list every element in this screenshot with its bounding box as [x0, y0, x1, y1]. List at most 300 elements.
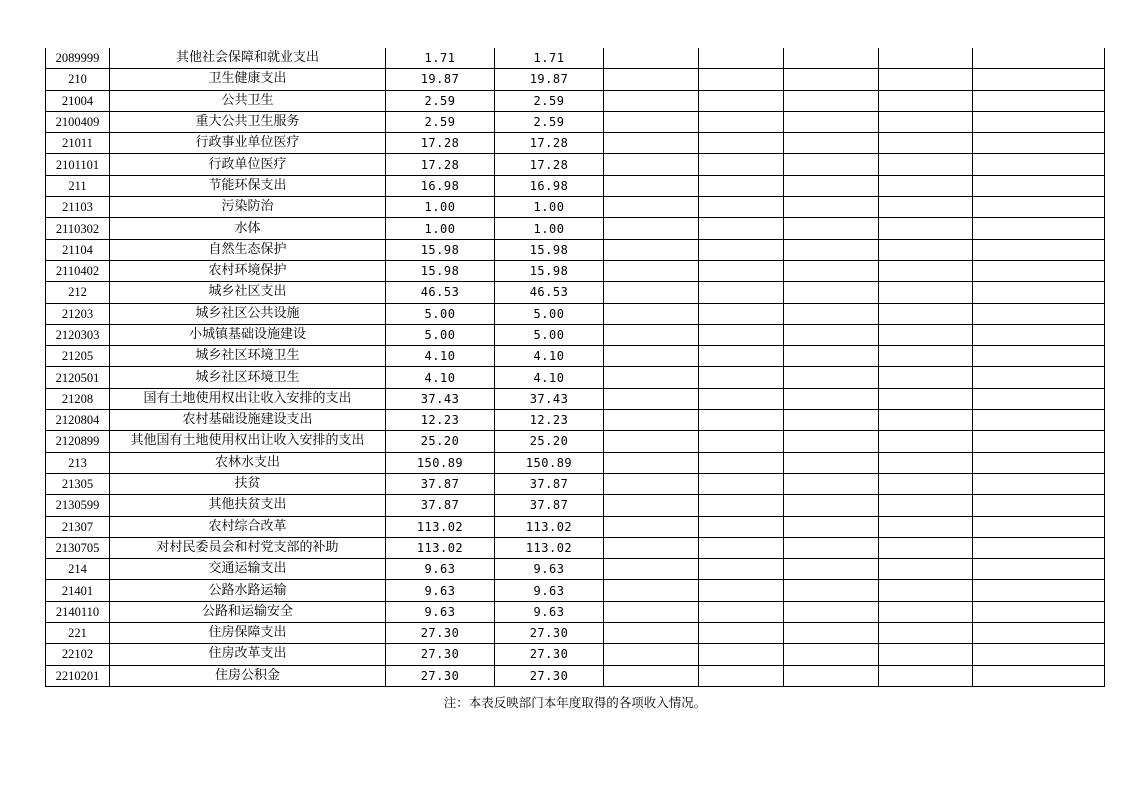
table-row	[46, 239, 1105, 260]
empty-cell	[973, 197, 1105, 218]
table-row	[46, 133, 1105, 154]
empty-cell	[604, 388, 699, 409]
table-row	[46, 154, 1105, 175]
general-budget-cell: 37.87	[495, 473, 604, 494]
empty-cell	[879, 48, 973, 69]
subject-name-cell: 节能环保支出	[110, 175, 386, 196]
empty-cell	[699, 580, 784, 601]
empty-cell	[699, 239, 784, 260]
empty-cell	[699, 623, 784, 644]
budget-table-sheet	[45, 48, 1104, 687]
empty-cell	[699, 559, 784, 580]
empty-cell	[604, 601, 699, 622]
empty-cell	[699, 154, 784, 175]
subject-code-cell: 2120501	[46, 367, 110, 388]
empty-cell	[699, 495, 784, 516]
empty-cell	[604, 90, 699, 111]
total-amount-cell: 1.00	[386, 197, 495, 218]
subject-name-cell: 国有土地使用权出让收入安排的支出	[110, 388, 386, 409]
subject-name-cell: 城乡社区支出	[110, 282, 386, 303]
empty-cell	[699, 537, 784, 558]
subject-code-cell: 214	[46, 559, 110, 580]
general-budget-cell: 1.00	[495, 197, 604, 218]
subject-name-cell: 污染防治	[110, 197, 386, 218]
total-amount-cell: 25.20	[386, 431, 495, 452]
empty-cell	[879, 197, 973, 218]
total-amount-cell: 27.30	[386, 623, 495, 644]
empty-cell	[973, 580, 1105, 601]
general-budget-cell: 46.53	[495, 282, 604, 303]
table-row	[46, 431, 1105, 452]
subject-name-cell: 农村基础设施建设支出	[110, 410, 386, 431]
empty-cell	[973, 537, 1105, 558]
empty-cell	[604, 218, 699, 239]
general-budget-cell: 16.98	[495, 175, 604, 196]
empty-cell	[784, 218, 879, 239]
subject-name-cell: 城乡社区环境卫生	[110, 346, 386, 367]
empty-cell	[784, 516, 879, 537]
empty-cell	[973, 154, 1105, 175]
empty-cell	[604, 580, 699, 601]
subject-code-cell: 212	[46, 282, 110, 303]
empty-cell	[604, 644, 699, 665]
total-amount-cell: 12.23	[386, 410, 495, 431]
empty-cell	[699, 90, 784, 111]
general-budget-cell: 1.00	[495, 218, 604, 239]
general-budget-cell: 9.63	[495, 559, 604, 580]
total-amount-cell: 5.00	[386, 324, 495, 345]
empty-cell	[604, 346, 699, 367]
table-row	[46, 452, 1105, 473]
empty-cell	[879, 431, 973, 452]
empty-cell	[973, 133, 1105, 154]
empty-cell	[784, 388, 879, 409]
general-budget-cell: 19.87	[495, 69, 604, 90]
empty-cell	[973, 665, 1105, 686]
subject-code-cell: 2140110	[46, 601, 110, 622]
empty-cell	[973, 367, 1105, 388]
subject-name-cell: 住房公积金	[110, 665, 386, 686]
empty-cell	[879, 473, 973, 494]
general-budget-cell: 27.30	[495, 665, 604, 686]
empty-cell	[973, 90, 1105, 111]
subject-code-cell: 21103	[46, 197, 110, 218]
total-amount-cell: 2.59	[386, 111, 495, 132]
empty-cell	[879, 559, 973, 580]
subject-code-cell: 21305	[46, 473, 110, 494]
total-amount-cell: 9.63	[386, 559, 495, 580]
subject-name-cell: 水体	[110, 218, 386, 239]
general-budget-cell: 1.71	[495, 48, 604, 69]
table-row	[46, 260, 1105, 281]
general-budget-cell: 150.89	[495, 452, 604, 473]
general-budget-cell: 5.00	[495, 324, 604, 345]
empty-cell	[973, 346, 1105, 367]
general-budget-cell: 113.02	[495, 537, 604, 558]
empty-cell	[973, 601, 1105, 622]
empty-cell	[604, 239, 699, 260]
empty-cell	[699, 601, 784, 622]
empty-cell	[699, 367, 784, 388]
empty-cell	[973, 239, 1105, 260]
table-row	[46, 410, 1105, 431]
empty-cell	[699, 410, 784, 431]
general-budget-cell: 17.28	[495, 154, 604, 175]
empty-cell	[784, 367, 879, 388]
empty-cell	[879, 218, 973, 239]
empty-cell	[973, 410, 1105, 431]
table-row	[46, 559, 1105, 580]
empty-cell	[879, 367, 973, 388]
empty-cell	[973, 69, 1105, 90]
subject-code-cell: 2100409	[46, 111, 110, 132]
subject-code-cell: 2130705	[46, 537, 110, 558]
subject-code-cell: 21203	[46, 303, 110, 324]
subject-name-cell: 对村民委员会和村党支部的补助	[110, 537, 386, 558]
empty-cell	[784, 431, 879, 452]
table-row	[46, 644, 1105, 665]
empty-cell	[784, 537, 879, 558]
subject-name-cell: 卫生健康支出	[110, 69, 386, 90]
empty-cell	[879, 260, 973, 281]
total-amount-cell: 46.53	[386, 282, 495, 303]
empty-cell	[784, 260, 879, 281]
empty-cell	[784, 239, 879, 260]
subject-name-cell: 重大公共卫生服务	[110, 111, 386, 132]
empty-cell	[879, 346, 973, 367]
empty-cell	[879, 601, 973, 622]
subject-name-cell: 行政单位医疗	[110, 154, 386, 175]
empty-cell	[973, 495, 1105, 516]
empty-cell	[699, 644, 784, 665]
subject-code-cell: 22102	[46, 644, 110, 665]
empty-cell	[604, 665, 699, 686]
general-budget-cell: 2.59	[495, 111, 604, 132]
subject-name-cell: 其他社会保障和就业支出	[110, 48, 386, 69]
subject-name-cell: 公路水路运输	[110, 580, 386, 601]
empty-cell	[699, 69, 784, 90]
empty-cell	[879, 69, 973, 90]
empty-cell	[879, 516, 973, 537]
empty-cell	[699, 516, 784, 537]
subject-name-cell: 城乡社区公共设施	[110, 303, 386, 324]
empty-cell	[699, 218, 784, 239]
empty-cell	[699, 452, 784, 473]
total-amount-cell: 9.63	[386, 601, 495, 622]
empty-cell	[604, 303, 699, 324]
table-row	[46, 665, 1105, 686]
empty-cell	[973, 48, 1105, 69]
empty-cell	[604, 111, 699, 132]
empty-cell	[784, 665, 879, 686]
empty-cell	[879, 133, 973, 154]
subject-name-cell: 公共卫生	[110, 90, 386, 111]
empty-cell	[699, 260, 784, 281]
empty-cell	[973, 644, 1105, 665]
empty-cell	[699, 282, 784, 303]
general-budget-cell: 113.02	[495, 516, 604, 537]
subject-name-cell: 其他扶贫支出	[110, 495, 386, 516]
empty-cell	[784, 282, 879, 303]
general-budget-cell: 4.10	[495, 367, 604, 388]
table-row	[46, 111, 1105, 132]
empty-cell	[973, 559, 1105, 580]
empty-cell	[879, 580, 973, 601]
subject-name-cell: 农村综合改革	[110, 516, 386, 537]
table-row	[46, 601, 1105, 622]
total-amount-cell: 27.30	[386, 665, 495, 686]
income-table-body	[46, 48, 1105, 686]
general-budget-cell: 37.43	[495, 388, 604, 409]
total-amount-cell: 1.00	[386, 218, 495, 239]
empty-cell	[879, 154, 973, 175]
general-budget-cell: 25.20	[495, 431, 604, 452]
table-row	[46, 303, 1105, 324]
empty-cell	[699, 303, 784, 324]
subject-code-cell: 2130599	[46, 495, 110, 516]
general-budget-cell: 4.10	[495, 346, 604, 367]
table-row	[46, 388, 1105, 409]
empty-cell	[604, 260, 699, 281]
general-budget-cell: 37.87	[495, 495, 604, 516]
total-amount-cell: 37.87	[386, 473, 495, 494]
subject-code-cell: 21208	[46, 388, 110, 409]
table-row	[46, 90, 1105, 111]
empty-cell	[784, 601, 879, 622]
total-amount-cell: 4.10	[386, 367, 495, 388]
subject-code-cell: 21307	[46, 516, 110, 537]
empty-cell	[784, 495, 879, 516]
empty-cell	[879, 452, 973, 473]
empty-cell	[784, 623, 879, 644]
empty-cell	[879, 388, 973, 409]
table-row	[46, 516, 1105, 537]
empty-cell	[604, 154, 699, 175]
total-amount-cell: 19.87	[386, 69, 495, 90]
subject-name-cell: 行政事业单位医疗	[110, 133, 386, 154]
table-row	[46, 218, 1105, 239]
total-amount-cell: 5.00	[386, 303, 495, 324]
empty-cell	[784, 175, 879, 196]
empty-cell	[604, 175, 699, 196]
empty-cell	[879, 623, 973, 644]
table-row	[46, 324, 1105, 345]
table-row	[46, 282, 1105, 303]
empty-cell	[784, 69, 879, 90]
total-amount-cell: 1.71	[386, 48, 495, 69]
empty-cell	[604, 495, 699, 516]
total-amount-cell: 15.98	[386, 239, 495, 260]
empty-cell	[784, 473, 879, 494]
general-budget-cell: 5.00	[495, 303, 604, 324]
empty-cell	[699, 473, 784, 494]
empty-cell	[699, 48, 784, 69]
subject-code-cell: 2101101	[46, 154, 110, 175]
empty-cell	[604, 431, 699, 452]
footer-note: 注：本表反映部门本年度取得的各项收入情况。	[443, 695, 707, 710]
empty-cell	[879, 175, 973, 196]
empty-cell	[604, 324, 699, 345]
empty-cell	[879, 324, 973, 345]
empty-cell	[604, 133, 699, 154]
empty-cell	[973, 324, 1105, 345]
empty-cell	[973, 175, 1105, 196]
subject-code-cell: 2089999	[46, 48, 110, 69]
subject-code-cell: 21205	[46, 346, 110, 367]
table-row	[46, 580, 1105, 601]
table-row	[46, 473, 1105, 494]
empty-cell	[699, 665, 784, 686]
empty-cell	[784, 346, 879, 367]
empty-cell	[784, 580, 879, 601]
subject-code-cell: 21104	[46, 239, 110, 260]
empty-cell	[879, 239, 973, 260]
empty-cell	[784, 452, 879, 473]
subject-code-cell: 210	[46, 69, 110, 90]
empty-cell	[879, 303, 973, 324]
total-amount-cell: 17.28	[386, 133, 495, 154]
empty-cell	[604, 623, 699, 644]
subject-code-cell: 21004	[46, 90, 110, 111]
general-budget-cell: 15.98	[495, 239, 604, 260]
subject-name-cell: 交通运输支出	[110, 559, 386, 580]
empty-cell	[973, 452, 1105, 473]
empty-cell	[784, 48, 879, 69]
empty-cell	[879, 665, 973, 686]
empty-cell	[604, 69, 699, 90]
total-amount-cell: 37.87	[386, 495, 495, 516]
empty-cell	[973, 218, 1105, 239]
subject-name-cell: 扶贫	[110, 473, 386, 494]
empty-cell	[784, 111, 879, 132]
empty-cell	[784, 303, 879, 324]
empty-cell	[699, 431, 784, 452]
empty-cell	[604, 452, 699, 473]
empty-cell	[604, 559, 699, 580]
table-row	[46, 495, 1105, 516]
subject-name-cell: 公路和运输安全	[110, 601, 386, 622]
total-amount-cell: 9.63	[386, 580, 495, 601]
general-budget-cell: 27.30	[495, 644, 604, 665]
total-amount-cell: 113.02	[386, 537, 495, 558]
general-budget-cell: 17.28	[495, 133, 604, 154]
general-budget-cell: 9.63	[495, 580, 604, 601]
table-row	[46, 537, 1105, 558]
subject-code-cell: 2110402	[46, 260, 110, 281]
table-row	[46, 623, 1105, 644]
empty-cell	[973, 282, 1105, 303]
subject-code-cell: 213	[46, 452, 110, 473]
empty-cell	[784, 324, 879, 345]
subject-code-cell: 2120804	[46, 410, 110, 431]
empty-cell	[699, 111, 784, 132]
total-amount-cell: 16.98	[386, 175, 495, 196]
empty-cell	[879, 495, 973, 516]
empty-cell	[973, 473, 1105, 494]
subject-code-cell: 2120303	[46, 324, 110, 345]
empty-cell	[604, 197, 699, 218]
table-row	[46, 48, 1105, 69]
subject-code-cell: 221	[46, 623, 110, 644]
empty-cell	[699, 324, 784, 345]
empty-cell	[879, 410, 973, 431]
empty-cell	[879, 282, 973, 303]
table-row	[46, 346, 1105, 367]
table-row	[46, 69, 1105, 90]
empty-cell	[604, 473, 699, 494]
empty-cell	[699, 133, 784, 154]
empty-cell	[784, 559, 879, 580]
empty-cell	[699, 346, 784, 367]
empty-cell	[784, 644, 879, 665]
empty-cell	[973, 303, 1105, 324]
subject-name-cell: 住房保障支出	[110, 623, 386, 644]
total-amount-cell: 15.98	[386, 260, 495, 281]
general-budget-cell: 2.59	[495, 90, 604, 111]
empty-cell	[973, 260, 1105, 281]
subject-code-cell: 21401	[46, 580, 110, 601]
general-budget-cell: 27.30	[495, 623, 604, 644]
empty-cell	[784, 154, 879, 175]
subject-name-cell: 小城镇基础设施建设	[110, 324, 386, 345]
empty-cell	[784, 197, 879, 218]
empty-cell	[784, 133, 879, 154]
empty-cell	[879, 644, 973, 665]
general-budget-cell: 15.98	[495, 260, 604, 281]
empty-cell	[973, 111, 1105, 132]
subject-name-cell: 其他国有土地使用权出让收入安排的支出	[110, 431, 386, 452]
empty-cell	[604, 48, 699, 69]
subject-code-cell: 211	[46, 175, 110, 196]
empty-cell	[604, 367, 699, 388]
empty-cell	[604, 282, 699, 303]
total-amount-cell: 113.02	[386, 516, 495, 537]
empty-cell	[879, 111, 973, 132]
total-amount-cell: 27.30	[386, 644, 495, 665]
subject-name-cell: 农村环境保护	[110, 260, 386, 281]
subject-name-cell: 自然生态保护	[110, 239, 386, 260]
total-amount-cell: 4.10	[386, 346, 495, 367]
subject-name-cell: 住房改革支出	[110, 644, 386, 665]
total-amount-cell: 150.89	[386, 452, 495, 473]
empty-cell	[973, 623, 1105, 644]
table-row	[46, 367, 1105, 388]
general-budget-cell: 12.23	[495, 410, 604, 431]
total-amount-cell: 37.43	[386, 388, 495, 409]
subject-name-cell: 城乡社区环境卫生	[110, 367, 386, 388]
empty-cell	[973, 431, 1105, 452]
subject-code-cell: 2210201	[46, 665, 110, 686]
empty-cell	[973, 388, 1105, 409]
empty-cell	[879, 537, 973, 558]
empty-cell	[699, 388, 784, 409]
empty-cell	[604, 516, 699, 537]
empty-cell	[604, 410, 699, 431]
subject-code-cell: 2110302	[46, 218, 110, 239]
empty-cell	[699, 175, 784, 196]
general-budget-cell: 9.63	[495, 601, 604, 622]
table-row	[46, 175, 1105, 196]
empty-cell	[784, 410, 879, 431]
total-amount-cell: 17.28	[386, 154, 495, 175]
empty-cell	[784, 90, 879, 111]
subject-code-cell: 21011	[46, 133, 110, 154]
empty-cell	[879, 90, 973, 111]
subject-code-cell: 2120899	[46, 431, 110, 452]
total-amount-cell: 2.59	[386, 90, 495, 111]
subject-name-cell: 农林水支出	[110, 452, 386, 473]
empty-cell	[973, 516, 1105, 537]
